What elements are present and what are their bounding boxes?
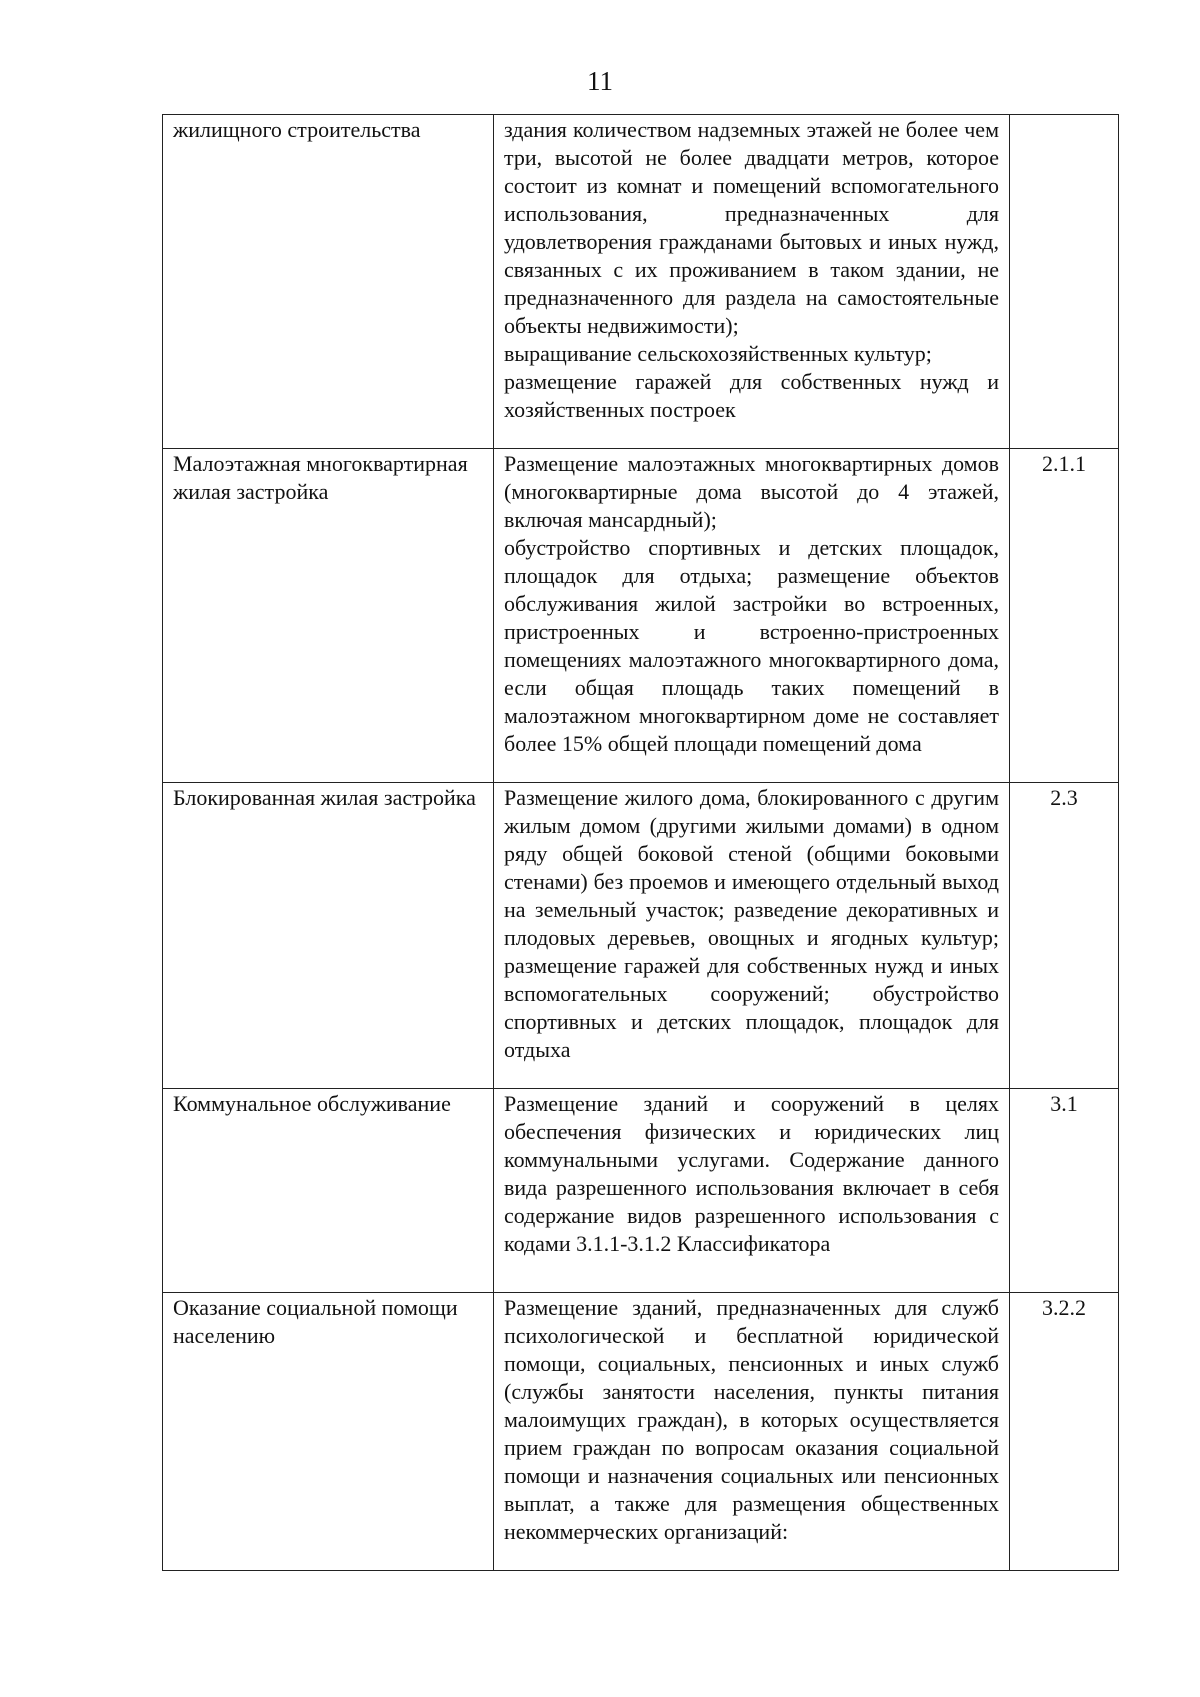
use-description: Размещение зданий, предназначенных для служб психологической и бесплатной юридической помощи, социальных, пенсионных и иных служб (службы занятости населения, пункты питания малоимущих граждан), в которых осуществляется прием граждан по вопросам оказания социальной помощи и назначения социальных или пенсионных выплат, а также для размещения общественных некоммерческих организаций: xyxy=(504,1295,999,1544)
use-description: Размещение малоэтажных многоквартирных домов (многоквартирные дома высотой до 4 этажей, включая мансардный); обустройство спортивных и детских площадок, площадок для отдыха; размещение объектов обслуживания жилой застройки во встроенных, пристроенных и встроенно-пристроенных помещениях малоэтажного многоквартирного дома, если общая площадь таких помещений в малоэтажном многоквартирном доме не составляет более 15% общей площади помещений дома xyxy=(504,451,999,756)
use-code-cell xyxy=(1010,115,1119,449)
table-row xyxy=(163,1089,1119,1293)
use-description: Размещение зданий и сооружений в целях обеспечения физических и юридических лиц коммунальными услугами. Содержание данного вида разрешенного использования включает в себя содержание видов разрешенного использования с кодами 3.1.1-3.1.2 Классификатора xyxy=(504,1091,999,1256)
use-type-name-cell xyxy=(163,783,494,1089)
use-description: здания количеством надземных этажей не более чем три, высотой не более двадцати метров, которое состоит из комнат и помещений вспомогательного использования, предназначенных для удовлетворения гражданами бытовых и иных нужд, связанных с их проживанием в таком здании, не предназначенного для раздела на самостоятельные объекты недвижимости); выращивание сельскохозяйственных культур; размещение гаражей для собственных нужд и хозяйственных построек xyxy=(504,117,999,422)
use-code: 2.1.1 xyxy=(1042,451,1086,476)
use-code-cell xyxy=(1010,449,1119,783)
use-type-name: Малоэтажная многоквартирная жилая застройка xyxy=(173,451,468,504)
use-type-name: жилищного строительства xyxy=(173,117,421,142)
page-number: 11 xyxy=(587,66,613,96)
use-type-name-cell xyxy=(163,1293,494,1571)
table-row xyxy=(163,115,1119,449)
use-code: 3.2.2 xyxy=(1042,1295,1086,1320)
use-description: Размещение жилого дома, блокированного с другим жилым домом (другими жилыми домами) в одном ряду общей боковой стеной (общими боковыми стенами) без проемов и имеющего отдельный выход на земельный участок; разведение декоративных и плодовых деревьев, овощных и ягодных культур; размещение гаражей для собственных нужд и иных вспомогательных сооружений; обустройство спортивных и детских площадок, площадок для отдыха xyxy=(504,785,999,1062)
use-description-cell xyxy=(494,449,1010,783)
table-row xyxy=(163,783,1119,1089)
use-code: 3.1 xyxy=(1050,1091,1078,1116)
use-type-name: Оказание социальной помощи населению xyxy=(173,1295,458,1348)
use-type-name-cell xyxy=(163,449,494,783)
table-row xyxy=(163,1293,1119,1571)
use-type-name-cell xyxy=(163,115,494,449)
use-type-name-cell xyxy=(163,1089,494,1293)
use-code-cell xyxy=(1010,1089,1119,1293)
table-row xyxy=(163,449,1119,783)
use-code: 2.3 xyxy=(1050,785,1078,810)
land-use-table xyxy=(162,114,1119,1571)
use-description-cell xyxy=(494,115,1010,449)
use-type-name: Блокированная жилая застройка xyxy=(173,785,476,810)
use-code-cell xyxy=(1010,1293,1119,1571)
use-description-cell xyxy=(494,1089,1010,1293)
use-type-name: Коммунальное обслуживание xyxy=(173,1091,451,1116)
use-description-cell xyxy=(494,1293,1010,1571)
use-code-cell xyxy=(1010,783,1119,1089)
use-description-cell xyxy=(494,783,1010,1089)
